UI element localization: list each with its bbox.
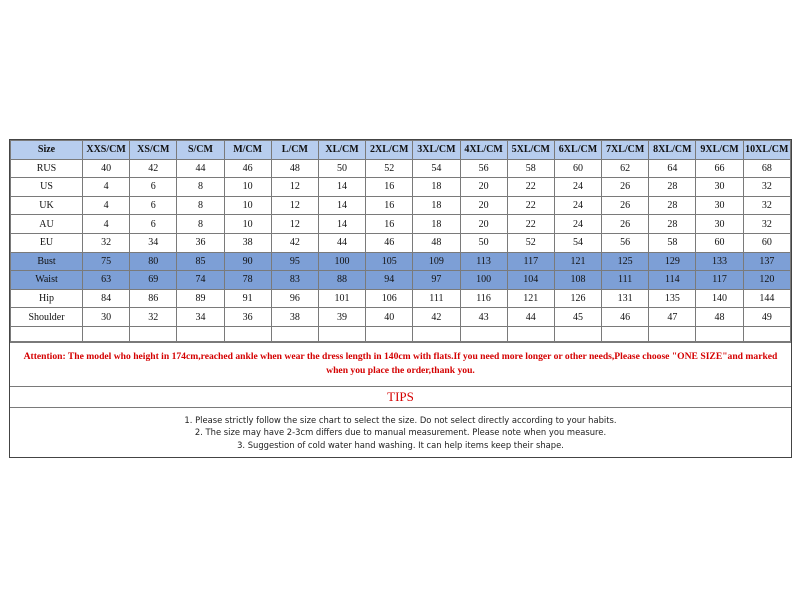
table-cell: 46 (602, 308, 649, 327)
tip-item: 1. Please strictly follow the size chart to select the size. Do not select directly according to your habits. (184, 414, 617, 425)
table-cell: 114 (649, 271, 696, 290)
table-cell: 135 (649, 289, 696, 308)
table-cell: 44 (318, 233, 365, 252)
table-cell: 32 (743, 178, 790, 197)
table-cell: 121 (554, 252, 601, 271)
table-cell: 14 (318, 196, 365, 215)
header-cell: 6XL/CM (554, 141, 601, 160)
table-cell: 121 (507, 289, 554, 308)
table-cell: 8 (177, 178, 224, 197)
table-cell: 100 (460, 271, 507, 290)
table-header-row (11, 141, 791, 160)
table-cell: 20 (460, 178, 507, 197)
table-cell: 20 (460, 196, 507, 215)
header-cell: XS/CM (130, 141, 177, 160)
table-cell: 117 (696, 271, 743, 290)
table-cell: 58 (507, 159, 554, 178)
table-cell: 32 (130, 308, 177, 327)
table-cell: 56 (602, 233, 649, 252)
empty-cell (460, 326, 507, 341)
table-cell: 90 (224, 252, 271, 271)
table-cell: 28 (649, 215, 696, 234)
header-cell: 5XL/CM (507, 141, 554, 160)
table-cell: 50 (460, 233, 507, 252)
table-cell: 117 (507, 252, 554, 271)
header-cell: M/CM (224, 141, 271, 160)
empty-cell (743, 326, 790, 341)
table-cell: 89 (177, 289, 224, 308)
table-cell: 74 (177, 271, 224, 290)
tip-item: 2. The size may have 2-3cm differs due to manual measurement. Please note when you measure. (194, 427, 607, 438)
table-cell: 4 (83, 196, 130, 215)
table-cell: 46 (224, 159, 271, 178)
table-cell: 22 (507, 178, 554, 197)
table-cell: 101 (318, 289, 365, 308)
table-cell: 24 (554, 215, 601, 234)
table-cell: 69 (130, 271, 177, 290)
header-cell: 7XL/CM (602, 141, 649, 160)
table-cell: 16 (366, 215, 413, 234)
table-cell: 24 (554, 178, 601, 197)
table-cell: 104 (507, 271, 554, 290)
table-cell: 140 (696, 289, 743, 308)
table-cell: 32 (83, 233, 130, 252)
tips-title: TIPS (10, 386, 791, 407)
table-cell: 131 (602, 289, 649, 308)
attention-note: Attention: The model who height in 174cm,reached ankle when wear the dress length in 140cm with flats.If you need more longer or other needs,Please choose "ONE SIZE"and marked when you place the order,thank you. (10, 342, 791, 386)
row-label: Bust (11, 252, 83, 271)
table-row (11, 308, 791, 327)
table-cell: 22 (507, 215, 554, 234)
row-label: Waist (11, 271, 83, 290)
table-cell: 54 (413, 159, 460, 178)
table-cell: 12 (271, 215, 318, 234)
empty-cell (602, 326, 649, 341)
table-cell: 42 (413, 308, 460, 327)
table-cell: 113 (460, 252, 507, 271)
empty-cell (130, 326, 177, 341)
header-cell: XXS/CM (83, 141, 130, 160)
table-cell: 6 (130, 196, 177, 215)
table-row (11, 178, 791, 197)
table-cell: 126 (554, 289, 601, 308)
table-cell: 43 (460, 308, 507, 327)
table-cell: 137 (743, 252, 790, 271)
table-cell: 18 (413, 178, 460, 197)
table-cell: 42 (130, 159, 177, 178)
table-cell: 60 (696, 233, 743, 252)
table-cell: 49 (743, 308, 790, 327)
table-cell: 84 (83, 289, 130, 308)
table-cell: 38 (271, 308, 318, 327)
row-label: Shoulder (11, 308, 83, 327)
table-cell: 97 (413, 271, 460, 290)
table-cell: 10 (224, 178, 271, 197)
empty-cell (271, 326, 318, 341)
table-cell: 48 (413, 233, 460, 252)
table-cell: 44 (507, 308, 554, 327)
table-cell: 38 (224, 233, 271, 252)
table-row (11, 196, 791, 215)
table-cell: 100 (318, 252, 365, 271)
empty-cell (649, 326, 696, 341)
table-cell: 6 (130, 178, 177, 197)
tip-item: 3. Suggestion of cold water hand washing. It can help items keep their shape. (237, 439, 564, 450)
empty-cell (554, 326, 601, 341)
table-cell: 16 (366, 178, 413, 197)
table-cell: 108 (554, 271, 601, 290)
table-cell: 109 (413, 252, 460, 271)
table-cell: 28 (649, 178, 696, 197)
size-table (10, 140, 791, 342)
table-cell: 144 (743, 289, 790, 308)
table-cell: 40 (366, 308, 413, 327)
table-cell: 36 (224, 308, 271, 327)
table-row (11, 233, 791, 252)
table-cell: 12 (271, 178, 318, 197)
table-cell: 36 (177, 233, 224, 252)
table-cell: 111 (602, 271, 649, 290)
table-cell: 6 (130, 215, 177, 234)
table-body (11, 159, 791, 341)
table-cell: 116 (460, 289, 507, 308)
table-cell: 45 (554, 308, 601, 327)
table-cell: 32 (743, 215, 790, 234)
table-cell: 20 (460, 215, 507, 234)
table-cell: 66 (696, 159, 743, 178)
table-cell: 28 (649, 196, 696, 215)
table-cell: 120 (743, 271, 790, 290)
table-cell: 106 (366, 289, 413, 308)
table-cell: 46 (366, 233, 413, 252)
table-cell: 42 (271, 233, 318, 252)
table-cell: 10 (224, 215, 271, 234)
empty-cell (366, 326, 413, 341)
table-cell: 47 (649, 308, 696, 327)
header-cell: 8XL/CM (649, 141, 696, 160)
table-cell: 94 (366, 271, 413, 290)
table-cell: 34 (130, 233, 177, 252)
row-label: EU (11, 233, 83, 252)
table-cell: 64 (649, 159, 696, 178)
header-cell: 4XL/CM (460, 141, 507, 160)
table-cell: 48 (271, 159, 318, 178)
table-cell: 68 (743, 159, 790, 178)
table-cell: 26 (602, 178, 649, 197)
table-cell: 54 (554, 233, 601, 252)
table-cell: 63 (83, 271, 130, 290)
empty-cell (696, 326, 743, 341)
table-cell: 34 (177, 308, 224, 327)
header-cell: S/CM (177, 141, 224, 160)
table-cell: 78 (224, 271, 271, 290)
row-label: Hip (11, 289, 83, 308)
table-cell: 18 (413, 215, 460, 234)
table-cell: 30 (83, 308, 130, 327)
empty-cell (318, 326, 365, 341)
header-size: Size (11, 141, 83, 160)
empty-cell (413, 326, 460, 341)
empty-cell (507, 326, 554, 341)
table-cell: 16 (366, 196, 413, 215)
header-cell: 10XL/CM (743, 141, 790, 160)
table-cell: 18 (413, 196, 460, 215)
table-cell: 32 (743, 196, 790, 215)
table-cell: 88 (318, 271, 365, 290)
table-cell: 80 (130, 252, 177, 271)
table-cell: 4 (83, 215, 130, 234)
row-label: RUS (11, 159, 83, 178)
table-cell: 24 (554, 196, 601, 215)
table-cell: 48 (696, 308, 743, 327)
table-cell: 129 (649, 252, 696, 271)
table-row (11, 215, 791, 234)
header-cell: L/CM (271, 141, 318, 160)
table-cell: 105 (366, 252, 413, 271)
header-cell: 2XL/CM (366, 141, 413, 160)
table-cell: 14 (318, 215, 365, 234)
table-cell: 22 (507, 196, 554, 215)
table-cell: 56 (460, 159, 507, 178)
table-cell: 96 (271, 289, 318, 308)
table-cell: 12 (271, 196, 318, 215)
table-cell: 50 (318, 159, 365, 178)
table-cell: 30 (696, 215, 743, 234)
row-label: AU (11, 215, 83, 234)
table-cell: 75 (83, 252, 130, 271)
table-cell: 62 (602, 159, 649, 178)
table-cell: 83 (271, 271, 318, 290)
header-cell: 9XL/CM (696, 141, 743, 160)
table-cell: 14 (318, 178, 365, 197)
tips-list (10, 407, 791, 458)
table-cell: 58 (649, 233, 696, 252)
table-cell: 26 (602, 196, 649, 215)
table-cell: 52 (366, 159, 413, 178)
header-cell: XL/CM (318, 141, 365, 160)
table-row (11, 252, 791, 271)
table-row (11, 289, 791, 308)
table-cell: 86 (130, 289, 177, 308)
table-cell: 60 (554, 159, 601, 178)
table-cell: 8 (177, 215, 224, 234)
table-cell: 4 (83, 178, 130, 197)
empty-cell (224, 326, 271, 341)
table-cell: 133 (696, 252, 743, 271)
empty-cell (177, 326, 224, 341)
table-cell: 91 (224, 289, 271, 308)
table-cell: 8 (177, 196, 224, 215)
table-row (11, 159, 791, 178)
size-chart (9, 139, 792, 458)
row-label: UK (11, 196, 83, 215)
empty-cell (11, 326, 83, 341)
table-cell: 52 (507, 233, 554, 252)
table-cell: 30 (696, 178, 743, 197)
table-cell: 40 (83, 159, 130, 178)
header-cell: 3XL/CM (413, 141, 460, 160)
table-cell: 10 (224, 196, 271, 215)
table-cell: 30 (696, 196, 743, 215)
table-cell: 44 (177, 159, 224, 178)
table-cell: 125 (602, 252, 649, 271)
row-label: US (11, 178, 83, 197)
table-cell: 39 (318, 308, 365, 327)
table-cell: 95 (271, 252, 318, 271)
table-cell: 26 (602, 215, 649, 234)
table-cell: 111 (413, 289, 460, 308)
empty-cell (83, 326, 130, 341)
empty-row (11, 326, 791, 341)
table-row (11, 271, 791, 290)
table-cell: 60 (743, 233, 790, 252)
table-cell: 85 (177, 252, 224, 271)
